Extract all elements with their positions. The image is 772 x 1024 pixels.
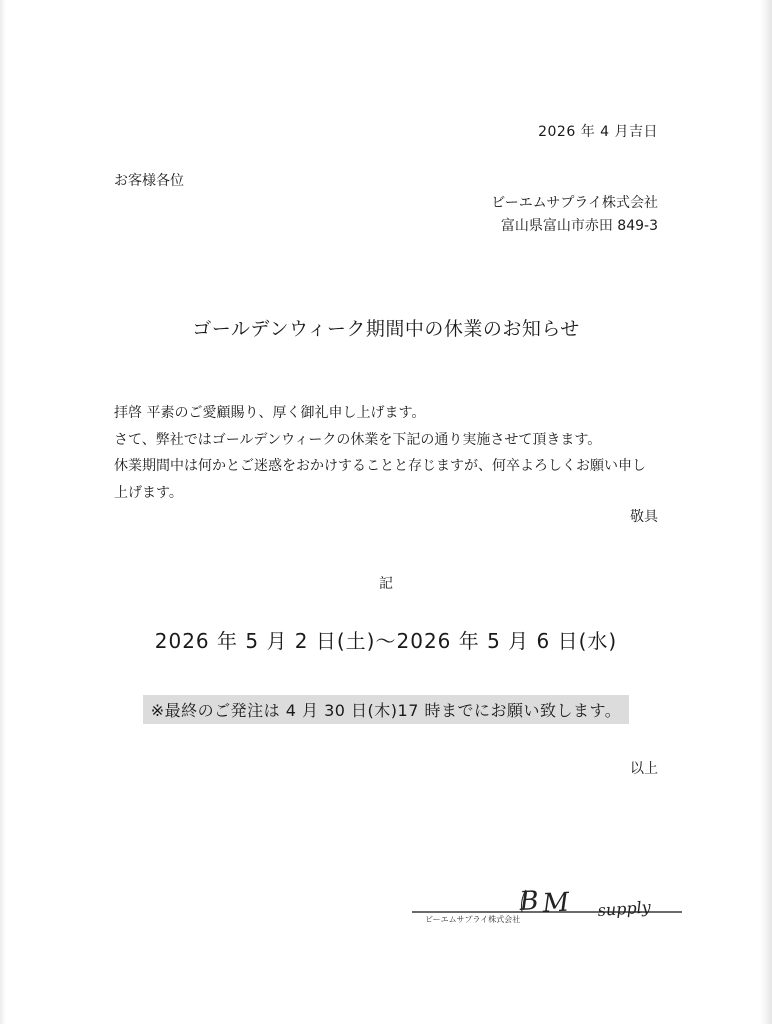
signature-script-supply: supply <box>596 897 652 920</box>
sender-company: ビーエムサプライ株式会社 <box>491 195 658 211</box>
end-mark: 以上 <box>630 761 658 777</box>
body-line: 休業期間中は何かとご迷惑をおかけすることと存じますが、何卒よろしくお願い申し <box>114 458 646 474</box>
body-line: 上げます。 <box>114 484 183 501</box>
sender-address: 富山県富山市赤田 849-3 <box>500 218 658 234</box>
recipient-line: お客様各位 <box>114 173 184 189</box>
body-line: さて、弊社ではゴールデンウィークの休業を下記の通り実施させて頂きます。 <box>114 431 602 448</box>
signature-script-m: M <box>541 887 570 919</box>
signature-script-bm: B <box>518 886 540 917</box>
letter-date: 2026 年 4 月吉日 <box>538 124 658 140</box>
ki-heading: 記 <box>379 576 393 592</box>
closing-keigu: 敬具 <box>630 509 658 525</box>
letter-title: ゴールデンウィーク期間中の休業のお知らせ <box>192 318 580 340</box>
holiday-period: 2026 年 5 月 2 日(土)～2026 年 5 月 6 日(水) <box>154 629 618 653</box>
order-deadline-note: ※最終のご発注は 4 月 30 日(木)17 時までにお願い致します。 <box>143 695 629 724</box>
signature-company-small: ビーエムサプライ株式会社 <box>425 915 521 924</box>
body-line: 拝啓 平素のご愛顧賜り、厚く御礼申し上げます。 <box>114 405 426 421</box>
